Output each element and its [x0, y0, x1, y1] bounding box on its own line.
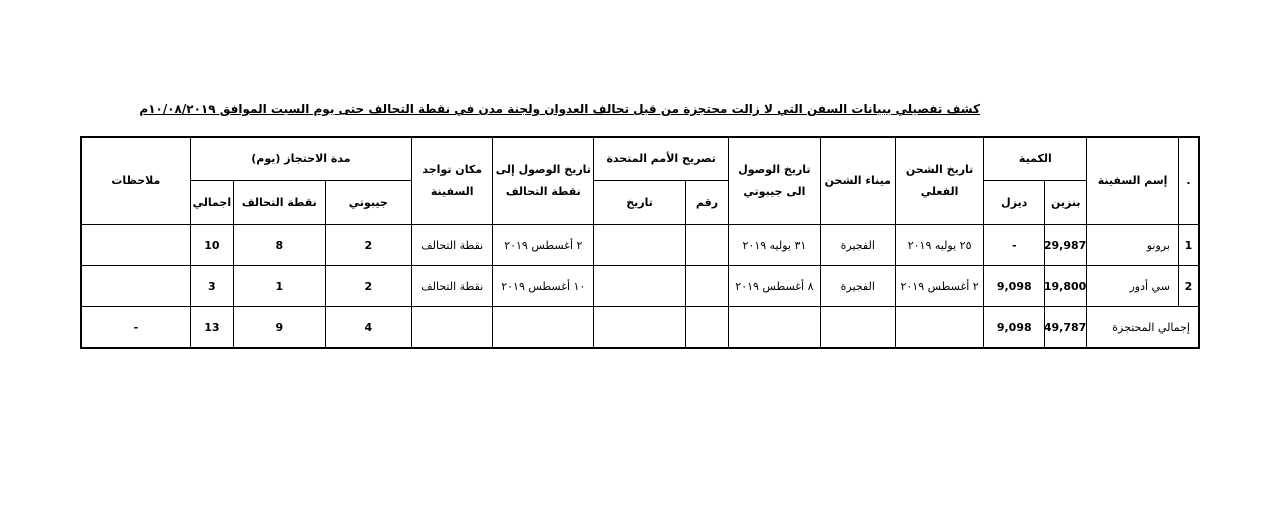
header-ship-location: مكان تواجد السفينة: [412, 137, 493, 225]
header-index: .: [1178, 137, 1199, 225]
cell-total-notes: -: [81, 307, 190, 349]
cell-total-petrol: 49,787: [1045, 307, 1087, 349]
cell-arrival-coalition: ١٠ أغسطس ٢٠١٩: [493, 266, 594, 307]
header-arrival-djibouti: تاريخ الوصول الى جيبوتي: [729, 137, 821, 225]
cell-totals-label: إجمالي المحتجزة: [1087, 307, 1199, 349]
cell-empty: [412, 307, 493, 349]
cell-arrival-djibouti: ٣١ يوليه ٢٠١٩: [729, 225, 821, 266]
cell-actual-shipping-date: ٢٥ يوليه ٢٠١٩: [895, 225, 984, 266]
cell-shipping-port: الفجيرة: [820, 225, 895, 266]
header-permit-number: رقم: [685, 181, 728, 225]
cell-total-days: 3: [190, 266, 233, 307]
totals-row: [81, 307, 1199, 349]
cell-empty: [895, 307, 984, 349]
header-total: اجمالي: [190, 181, 233, 225]
cell-empty: [820, 307, 895, 349]
cell-empty: [493, 307, 594, 349]
header-coalition-point: نقطة التحالف: [233, 181, 325, 225]
cell-actual-shipping-date: ٢ أغسطس ٢٠١٩: [895, 266, 984, 307]
header-ship-name: إسم السفينة: [1087, 137, 1179, 225]
cell-notes: [81, 266, 190, 307]
cell-total-days: 10: [190, 225, 233, 266]
cell-diesel: -: [984, 225, 1045, 266]
cell-total-total-days: 13: [190, 307, 233, 349]
cell-notes: [81, 225, 190, 266]
document-title: كشف تفصيلي ببيانات السفن التي لا زالت محتجزة من قبل تحالف العدوان ولجنة مدن في نقطة التحالف حتى يوم السبت الموافق ١٠/٠٨/٢٠١٩م: [139, 102, 980, 116]
cell-coalition-days: 8: [233, 225, 325, 266]
cell-permit-date: [594, 266, 686, 307]
cell-empty: [594, 307, 686, 349]
cell-djibouti-days: 2: [325, 225, 411, 266]
header-detention-period: مدة الاحتجاز (يوم): [190, 137, 411, 181]
cell-total-coalition-days: 9: [233, 307, 325, 349]
cell-diesel: 9,098: [984, 266, 1045, 307]
header-actual-shipping-date: تاريخ الشحن الفعلي: [895, 137, 984, 225]
cell-petrol: 29,987: [1045, 225, 1087, 266]
cell-djibouti-days: 2: [325, 266, 411, 307]
cell-empty: [685, 307, 728, 349]
header-row-1: [81, 137, 1199, 181]
cell-empty: [729, 307, 821, 349]
header-diesel: ديزل: [984, 181, 1045, 225]
cell-coalition-days: 1: [233, 266, 325, 307]
header-un-permit: تصريح الأمم المتحدة: [594, 137, 729, 181]
header-permit-date: تاريخ: [594, 181, 686, 225]
cell-petrol: 19,800: [1045, 266, 1087, 307]
cell-total-diesel: 9,098: [984, 307, 1045, 349]
cell-ship-location: نقطة التحالف: [412, 266, 493, 307]
cell-permit-number: [685, 225, 728, 266]
detained-ships-table: [80, 136, 1200, 349]
header-petrol: بنزين: [1045, 181, 1087, 225]
cell-arrival-coalition: ٢ أغسطس ٢٠١٩: [493, 225, 594, 266]
table-row: [81, 266, 1199, 307]
cell-index: 2: [1178, 266, 1199, 307]
header-arrival-coalition: تاريخ الوصول إلى نقطة التحالف: [493, 137, 594, 225]
cell-permit-date: [594, 225, 686, 266]
cell-arrival-djibouti: ٨ أغسطس ٢٠١٩: [729, 266, 821, 307]
cell-ship-name: برونو: [1087, 225, 1179, 266]
header-shipping-port: ميناء الشحن: [820, 137, 895, 225]
cell-permit-number: [685, 266, 728, 307]
cell-ship-name: سي أدور: [1087, 266, 1179, 307]
cell-total-djibouti-days: 4: [325, 307, 411, 349]
cell-ship-location: نقطة التحالف: [412, 225, 493, 266]
cell-index: 1: [1178, 225, 1199, 266]
table-row: [81, 225, 1199, 266]
header-quantity: الكمية: [984, 137, 1087, 181]
header-djibouti: جيبوتي: [325, 181, 411, 225]
cell-shipping-port: الفجيرة: [820, 266, 895, 307]
header-notes: ملاحظات: [81, 137, 190, 225]
